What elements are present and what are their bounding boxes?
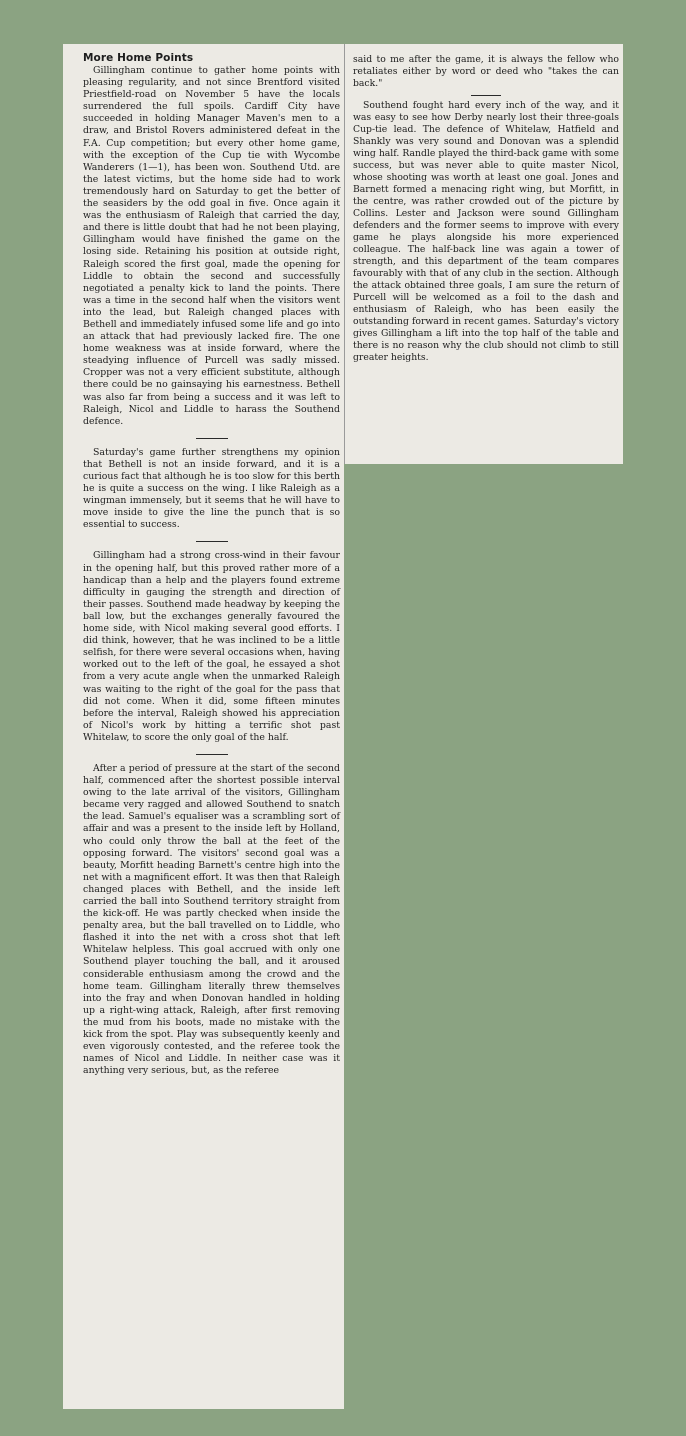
article-column-right <box>344 44 623 464</box>
paragraph-second-half: After a period of pressure at the start of the second half, commenced after the shortest possible interval owing to the late arrival of the visitors, Gillingham became very ragged and allowed Southend to snatch the lead. Samuel's equaliser was a scrambling sort of affair and was a present to the inside left by Holland, who could only throw the ball at the feet of the opposing forward. The visitors' second goal was a beauty, Morfitt heading Barnett's centre high into the net with a magnificent effort. It was then that Raleigh changed places with Bethell, and the inside left carried the ball into Southend territory straight from the kick-off. He was partly checked when inside the penalty area, but the ball travelled on to Liddle, who flashed it into the net with a cross shot that left Whitelaw helpless. This goal accrued with only one Southend player touching the ball, and it aroused considerable enthusiasm among the crowd and the home team. Gillingham literally threw themselves into the fray and when Donovan handled in holding up a right-wing attack, Raleigh, after first removing the mud from his boots, made no mistake with the kick from the spot. Play was subsequently keenly and even vigorously contested, and the referee took the names of Nicol and Liddle. In neither case was it anything very serious, but, as the referee <box>83 762 340 1077</box>
section-divider <box>471 95 501 96</box>
paragraph-continued: said to me after the game, it is always the fellow who retaliates either by word or deed who "takes the can back." <box>353 54 619 89</box>
section-divider <box>196 438 228 439</box>
article-column-left <box>63 44 344 1409</box>
article-headline: More Home Points <box>83 52 194 64</box>
paragraph-intro: Gillingham continue to gather home points with pleasing regularity, and not since Brentford visited Priestfield-road on November 5 have the locals surrendered the full spoils. Cardiff City have succeeded in holding Manager Maven's men to a draw, and Bristol Rovers administered defeat in the F.A. Cup competition; but every other home game, with the exception of the Cup tie with Wycombe Wanderers (1—1), has been won. Southend Utd. are the latest victims, but the home side had to work tremendously hard on Saturday to get the better of the seasiders by the odd goal in five. Once again it was the enthusiasm of Raleigh that carried the day, and there is little doubt that had he not been playing, Gillingham would have finished the game on the losing side. Retaining his position at outside right, Raleigh scored the first goal, made the opening for Liddle to obtain the second and successfully negotiated a penalty kick to land the points. There was a time in the second half when the visitors went into the lead, but Raleigh changed places with Bethell and immediately infused some life and go into an attack that had previously lacked fire. The one home weakness was at inside forward, where the steadying influence of Purcell was sadly missed. Cropper was not a very efficient substitute, although there could be no gainsaying his earnestness. Bethell was also far from being a success and it was left to Raleigh, Nicol and Liddle to harass the Southend defence. <box>83 65 340 427</box>
section-divider <box>196 541 228 542</box>
section-divider <box>196 754 228 755</box>
paragraph-first-half: Gillingham had a strong cross-wind in their favour in the opening half, but this proved rather more of a handicap than a help and the players found extreme difficulty in gauging the strength and direction of their passes. Southend made headway by keeping the ball low, but the exchanges generally favoured the home side, with Nicol making several good efforts. I did think, however, that he was inclined to be a little selfish, for there were several occasions when, having worked out to the left of the goal, he essayed a shot from a very acute angle when the unmarked Raleigh was waiting to the right of the goal for the pass that did not come. When it did, some fifteen minutes before the interval, Raleigh showed his appreciation of Nicol's work by hitting a terrific shot past Whitelaw, to score the only goal of the half. <box>83 550 340 743</box>
paragraph-team-review: Southend fought hard every inch of the way, and it was easy to see how Derby nearly lost their three-goals Cup-tie lead. The defence of Whitelaw, Hatfield and Shankly was very sound and Donovan was a splendid wing half. Randle played the third-back game with some success, but was never able to quite master Nicol, whose shooting was worth at least one goal. Jones and Barnett formed a menacing right wing, but Morfitt, in the centre, was rather crowded out of the picture by Collins. Lester and Jackson were sound Gillingham defenders and the former seems to improve with every game he plays alongside his more experienced colleague. The half-back line was again a tower of strength, and this department of the team compares favourably with that of any club in the section. Although the attack obtained three goals, I am sure the return of Purcell will be welcomed as a foil to the dash and enthusiasm of Raleigh, who has been easily the outstanding forward in recent games. Saturday's victory gives Gillingham a lift into the top half of the table and there is no reason why the club should not climb to still greater heights. <box>353 100 619 363</box>
paragraph-bethell: Saturday's game further strengthens my opinion that Bethell is not an inside forward, and it is a curious fact that although he is too slow for this berth he is quite a success on the wing. I like Raleigh as a wingman immensely, but it seems that he will have to move inside to give the line the punch that is so essential to success. <box>83 446 340 531</box>
